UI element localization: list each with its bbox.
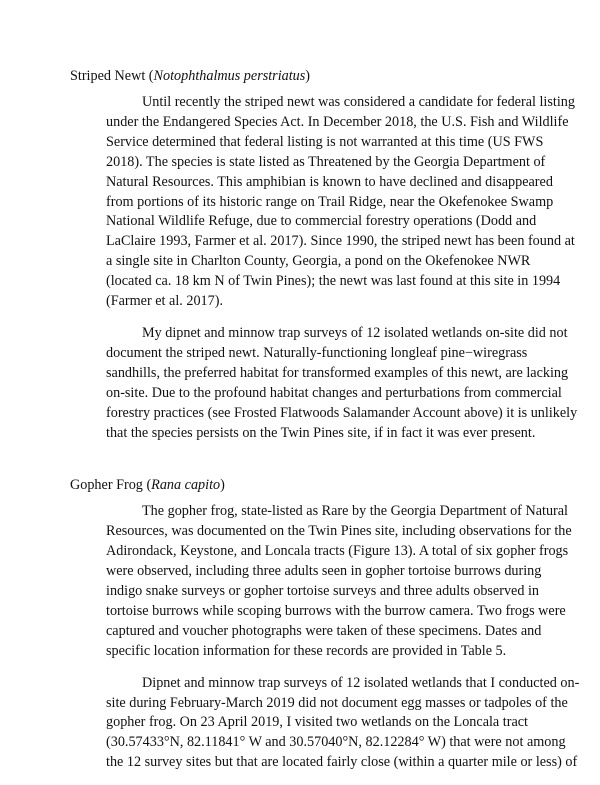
text-line: Dipnet and minnow trap surveys of 12 isolated wetlands that I conducted on- — [142, 674, 580, 691]
text-line: site during February-March 2019 did not document egg masses or tadpoles of the — [106, 694, 568, 711]
species-name-italic: Rana capito — [151, 477, 221, 494]
text-line: Service determined that federal listing is not warranted at this time (US FWS — [106, 133, 544, 150]
text-line: (located ca. 18 km N of Twin Pines); the newt was last found at this site in 1994 — [106, 273, 561, 290]
text-line: under the Endangered Species Act. In December 2018, the U.S. Fish and Wildlife — [106, 113, 569, 130]
text-line: from portions of its historic range on Trail Ridge, near the Okefenokee Swamp — [106, 193, 554, 210]
text-line: on-site. Due to the profound habitat changes and perturbations from commercial — [106, 384, 562, 401]
heading-text: Gopher Frog ( — [70, 477, 152, 494]
text-line: LaClaire 1993, Farmer et al. 2017). Since 1990, the striped newt has been found at — [106, 233, 575, 250]
text-line: Resources, was documented on the Twin Pines site, including observations for the — [106, 523, 572, 540]
text-line: were observed, including three adults seen in gopher tortoise burrows during — [106, 563, 542, 580]
heading-text: Striped Newt ( — [70, 68, 154, 84]
species-name-italic: Notophthalmus perstriatus — [153, 68, 306, 84]
text-line: tortoise burrows while scoping burrows with the burrow camera. Two frogs were — [106, 602, 566, 619]
text-line: a single site in Charlton County, Georgia, a pond on the Okefenokee NWR — [106, 253, 531, 270]
text-line: Natural Resources. This amphibian is known to have declined and disappeared — [106, 173, 553, 190]
paragraph — [70, 674, 580, 774]
text-line: My dipnet and minnow trap surveys of 12 isolated wetlands on-site did not — [142, 324, 568, 341]
text-line: indigo snake surveys or gopher tortoise surveys and three adults observed in — [106, 583, 540, 600]
heading-suffix: ) — [220, 477, 225, 494]
text-line: Adirondack, Keystone, and Loncala tracts (Figure 13). A total of six gopher frogs — [106, 543, 569, 560]
text-line: sandhills, the preferred habitat for transformed examples of this newt, are lacking — [106, 364, 569, 381]
text-line: the 12 survey sites but that are located fairly close (within a quarter mile or less) of — [106, 754, 578, 771]
document-page — [70, 66, 580, 785]
text-line: Until recently the striped newt was considered a candidate for federal listing — [142, 94, 575, 110]
text-line: forestry practices (see Frosted Flatwoods Salamander Account above) it is unlikely — [106, 404, 578, 421]
text-line: that the species persists on the Twin Pines site, if in fact it was ever present. — [106, 424, 536, 441]
text-line: specific location information for these records are provided in Table 5. — [106, 642, 507, 659]
text-line: captured and voucher photographs were taken of these specimens. Dates and — [106, 622, 542, 639]
text-line: National Wildlife Refuge, due to commercial forestry operations (Dodd and — [106, 213, 537, 230]
paragraph — [70, 502, 572, 661]
paragraph — [70, 93, 575, 312]
paragraph — [70, 324, 578, 443]
text-line: gopher frog. On 23 April 2019, I visited two wetlands on the Loncala tract — [106, 714, 528, 731]
section-heading-gopher-frog — [70, 475, 538, 495]
section-heading-striped-newt — [70, 66, 538, 86]
text-line: (Farmer et al. 2017). — [106, 293, 224, 310]
text-line: document the striped newt. Naturally-functioning longleaf pine−wiregrass — [106, 344, 528, 361]
heading-suffix: ) — [305, 68, 311, 84]
text-line: The gopher frog, state-listed as Rare by the Georgia Department of Natural — [142, 503, 568, 520]
text-line: (30.57433°N, 82.11841° W and 30.57040°N, 82.12284° W) that were not among — [106, 734, 566, 751]
section-spacer — [70, 455, 538, 475]
text-line: 2018). The species is state listed as Threatened by the Georgia Department of — [106, 153, 546, 170]
